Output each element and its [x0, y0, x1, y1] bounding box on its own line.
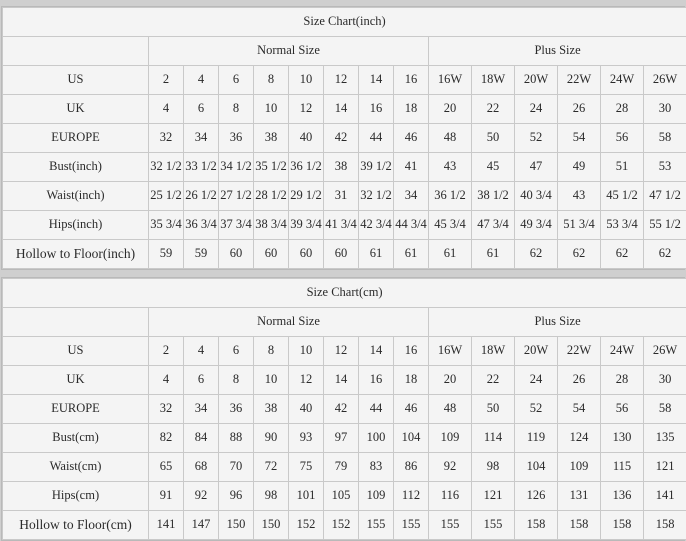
table-row: [3, 66, 686, 95]
cell: 158: [601, 511, 644, 540]
cell: 26: [558, 366, 601, 395]
cell: 47: [515, 153, 558, 182]
corner-cell: [3, 37, 149, 66]
cell: 12: [324, 66, 359, 95]
cell: 8: [254, 337, 289, 366]
cell: 45 1/2: [601, 182, 644, 211]
row-label: Waist(cm): [3, 453, 149, 482]
cell: 54: [558, 395, 601, 424]
cell: 22W: [558, 337, 601, 366]
cell: 47 1/2: [644, 182, 686, 211]
cell: 14: [359, 337, 394, 366]
row-label: EUROPE: [3, 124, 149, 153]
cell: 10: [254, 366, 289, 395]
cell: 44: [359, 395, 394, 424]
cell: 38: [324, 153, 359, 182]
cell: 6: [219, 337, 254, 366]
cell: 121: [472, 482, 515, 511]
cell: 54: [558, 124, 601, 153]
cell: 119: [515, 424, 558, 453]
cell: 114: [472, 424, 515, 453]
cell: 12: [324, 337, 359, 366]
cell: 39 3/4: [289, 211, 324, 240]
cell: 152: [324, 511, 359, 540]
cell: 4: [184, 337, 219, 366]
cell: 36: [219, 124, 254, 153]
cell: 32 1/2: [149, 153, 184, 182]
group-plus-size: Plus Size: [429, 308, 686, 337]
table-row: [3, 511, 686, 540]
row-label: Hips(inch): [3, 211, 149, 240]
cell: 32: [149, 395, 184, 424]
table-row: [3, 453, 686, 482]
cell: 29 1/2: [289, 182, 324, 211]
cell: 52: [515, 395, 558, 424]
row-label: UK: [3, 95, 149, 124]
cell: 47 3/4: [472, 211, 515, 240]
cell: 48: [429, 124, 472, 153]
cell: 24W: [601, 337, 644, 366]
cell: 16W: [429, 66, 472, 95]
size-table-inch: [2, 7, 686, 269]
cell: 22: [472, 95, 515, 124]
cell: 39 1/2: [359, 153, 394, 182]
cell: 18W: [472, 337, 515, 366]
cell: 12: [289, 95, 324, 124]
cell: 31: [324, 182, 359, 211]
cell: 14: [324, 366, 359, 395]
cell: 4: [149, 95, 184, 124]
table-row: [3, 337, 686, 366]
cell: 36: [219, 395, 254, 424]
cell: 96: [219, 482, 254, 511]
cell: 97: [324, 424, 359, 453]
row-label: Hollow to Floor(cm): [3, 511, 149, 540]
cell: 53 3/4: [601, 211, 644, 240]
cell: 100: [359, 424, 394, 453]
row-label: Hips(cm): [3, 482, 149, 511]
cell: 60: [254, 240, 289, 269]
cell: 116: [429, 482, 472, 511]
cell: 49: [558, 153, 601, 182]
cell: 60: [289, 240, 324, 269]
cell: 44: [359, 124, 394, 153]
cell: 26W: [644, 337, 686, 366]
cell: 44 3/4: [394, 211, 429, 240]
cell: 43: [558, 182, 601, 211]
cell: 72: [254, 453, 289, 482]
cell: 10: [289, 337, 324, 366]
cell: 51 3/4: [558, 211, 601, 240]
table-row: [3, 395, 686, 424]
cell: 36 1/2: [289, 153, 324, 182]
cell: 36 3/4: [184, 211, 219, 240]
cell: 155: [472, 511, 515, 540]
cell: 70: [219, 453, 254, 482]
cell: 65: [149, 453, 184, 482]
cell: 34: [184, 395, 219, 424]
cell: 41 3/4: [324, 211, 359, 240]
cell: 82: [149, 424, 184, 453]
chart-title: Size Chart(cm): [3, 279, 686, 308]
cell: 38 1/2: [472, 182, 515, 211]
cell: 16W: [429, 337, 472, 366]
cell: 24W: [601, 66, 644, 95]
row-label: Bust(cm): [3, 424, 149, 453]
cell: 24: [515, 95, 558, 124]
cell: 115: [601, 453, 644, 482]
cell: 10: [254, 95, 289, 124]
cell: 40 3/4: [515, 182, 558, 211]
cell: 20W: [515, 66, 558, 95]
cell: 30: [644, 95, 686, 124]
cell: 109: [359, 482, 394, 511]
table-row: [3, 95, 686, 124]
cell: 26: [558, 95, 601, 124]
table-row: [3, 482, 686, 511]
cell: 4: [149, 366, 184, 395]
cell: 14: [324, 95, 359, 124]
cell: 43: [429, 153, 472, 182]
cell: 40: [289, 124, 324, 153]
cell: 75: [289, 453, 324, 482]
cell: 16: [394, 337, 429, 366]
cell: 16: [359, 95, 394, 124]
row-label: US: [3, 66, 149, 95]
cell: 155: [429, 511, 472, 540]
group-plus-size: Plus Size: [429, 37, 686, 66]
cell: 50: [472, 395, 515, 424]
cell: 18: [394, 366, 429, 395]
cell: 26W: [644, 66, 686, 95]
cell: 88: [219, 424, 254, 453]
cell: 104: [515, 453, 558, 482]
cell: 2: [149, 66, 184, 95]
row-label: Bust(inch): [3, 153, 149, 182]
cell: 20: [429, 366, 472, 395]
cell: 4: [184, 66, 219, 95]
cell: 33 1/2: [184, 153, 219, 182]
cell: 61: [394, 240, 429, 269]
table-row: [3, 366, 686, 395]
cell: 32 1/2: [359, 182, 394, 211]
cell: 150: [219, 511, 254, 540]
cell: 8: [219, 95, 254, 124]
row-label: UK: [3, 366, 149, 395]
cell: 59: [149, 240, 184, 269]
cell: 48: [429, 395, 472, 424]
cell: 109: [558, 453, 601, 482]
cell: 35 1/2: [254, 153, 289, 182]
cell: 35 3/4: [149, 211, 184, 240]
table-title-row: [3, 279, 686, 308]
row-label: Waist(inch): [3, 182, 149, 211]
cell: 147: [184, 511, 219, 540]
cell: 150: [254, 511, 289, 540]
cell: 42: [324, 395, 359, 424]
size-chart-cm: [1, 277, 685, 541]
table-row: [3, 182, 686, 211]
cell: 104: [394, 424, 429, 453]
row-label: Hollow to Floor(inch): [3, 240, 149, 269]
cell: 12: [289, 366, 324, 395]
cell: 62: [644, 240, 686, 269]
cell: 36 1/2: [429, 182, 472, 211]
cell: 28: [601, 366, 644, 395]
cell: 136: [601, 482, 644, 511]
cell: 28 1/2: [254, 182, 289, 211]
cell: 61: [429, 240, 472, 269]
cell: 62: [515, 240, 558, 269]
cell: 98: [472, 453, 515, 482]
group-header-row: [3, 37, 686, 66]
cell: 22: [472, 366, 515, 395]
cell: 53: [644, 153, 686, 182]
table-row: [3, 424, 686, 453]
table-title-row: [3, 8, 686, 37]
cell: 68: [184, 453, 219, 482]
cell: 59: [184, 240, 219, 269]
cell: 28: [601, 95, 644, 124]
cell: 155: [359, 511, 394, 540]
cell: 42 3/4: [359, 211, 394, 240]
cell: 20: [429, 95, 472, 124]
cell: 84: [184, 424, 219, 453]
table-row: [3, 240, 686, 269]
cell: 10: [289, 66, 324, 95]
cell: 34: [184, 124, 219, 153]
cell: 22W: [558, 66, 601, 95]
cell: 121: [644, 453, 686, 482]
cell: 45: [472, 153, 515, 182]
cell: 93: [289, 424, 324, 453]
cell: 62: [558, 240, 601, 269]
cell: 58: [644, 395, 686, 424]
cell: 79: [324, 453, 359, 482]
cell: 92: [429, 453, 472, 482]
group-normal-size: Normal Size: [149, 37, 429, 66]
cell: 158: [515, 511, 558, 540]
cell: 141: [149, 511, 184, 540]
cell: 41: [394, 153, 429, 182]
table-row: [3, 211, 686, 240]
cell: 25 1/2: [149, 182, 184, 211]
cell: 18W: [472, 66, 515, 95]
group-header-row: [3, 308, 686, 337]
cell: 49 3/4: [515, 211, 558, 240]
cell: 60: [324, 240, 359, 269]
group-normal-size: Normal Size: [149, 308, 429, 337]
cell: 130: [601, 424, 644, 453]
cell: 2: [149, 337, 184, 366]
cell: 55 1/2: [644, 211, 686, 240]
cell: 124: [558, 424, 601, 453]
cell: 45 3/4: [429, 211, 472, 240]
cell: 34: [394, 182, 429, 211]
cell: 60: [219, 240, 254, 269]
chart-title: Size Chart(inch): [3, 8, 686, 37]
table-row: [3, 124, 686, 153]
cell: 46: [394, 395, 429, 424]
cell: 51: [601, 153, 644, 182]
cell: 26 1/2: [184, 182, 219, 211]
cell: 50: [472, 124, 515, 153]
cell: 105: [324, 482, 359, 511]
row-label: US: [3, 337, 149, 366]
cell: 40: [289, 395, 324, 424]
cell: 37 3/4: [219, 211, 254, 240]
cell: 14: [359, 66, 394, 95]
cell: 38: [254, 124, 289, 153]
cell: 18: [394, 95, 429, 124]
cell: 56: [601, 124, 644, 153]
cell: 30: [644, 366, 686, 395]
cell: 98: [254, 482, 289, 511]
cell: 42: [324, 124, 359, 153]
cell: 6: [219, 66, 254, 95]
table-row: [3, 153, 686, 182]
cell: 38: [254, 395, 289, 424]
cell: 24: [515, 366, 558, 395]
cell: 58: [644, 124, 686, 153]
cell: 126: [515, 482, 558, 511]
cell: 6: [184, 366, 219, 395]
cell: 52: [515, 124, 558, 153]
cell: 101: [289, 482, 324, 511]
cell: 152: [289, 511, 324, 540]
cell: 56: [601, 395, 644, 424]
cell: 155: [394, 511, 429, 540]
cell: 158: [644, 511, 686, 540]
row-label: EUROPE: [3, 395, 149, 424]
cell: 62: [601, 240, 644, 269]
cell: 46: [394, 124, 429, 153]
cell: 6: [184, 95, 219, 124]
cell: 61: [359, 240, 394, 269]
cell: 34 1/2: [219, 153, 254, 182]
cell: 109: [429, 424, 472, 453]
cell: 8: [219, 366, 254, 395]
cell: 20W: [515, 337, 558, 366]
cell: 86: [394, 453, 429, 482]
cell: 27 1/2: [219, 182, 254, 211]
cell: 131: [558, 482, 601, 511]
cell: 16: [359, 366, 394, 395]
cell: 61: [472, 240, 515, 269]
cell: 91: [149, 482, 184, 511]
corner-cell: [3, 308, 149, 337]
cell: 8: [254, 66, 289, 95]
cell: 135: [644, 424, 686, 453]
cell: 32: [149, 124, 184, 153]
cell: 90: [254, 424, 289, 453]
cell: 112: [394, 482, 429, 511]
cell: 38 3/4: [254, 211, 289, 240]
cell: 16: [394, 66, 429, 95]
size-table-cm: [2, 278, 686, 540]
cell: 141: [644, 482, 686, 511]
size-chart-inch: [1, 6, 685, 270]
cell: 83: [359, 453, 394, 482]
cell: 92: [184, 482, 219, 511]
cell: 158: [558, 511, 601, 540]
